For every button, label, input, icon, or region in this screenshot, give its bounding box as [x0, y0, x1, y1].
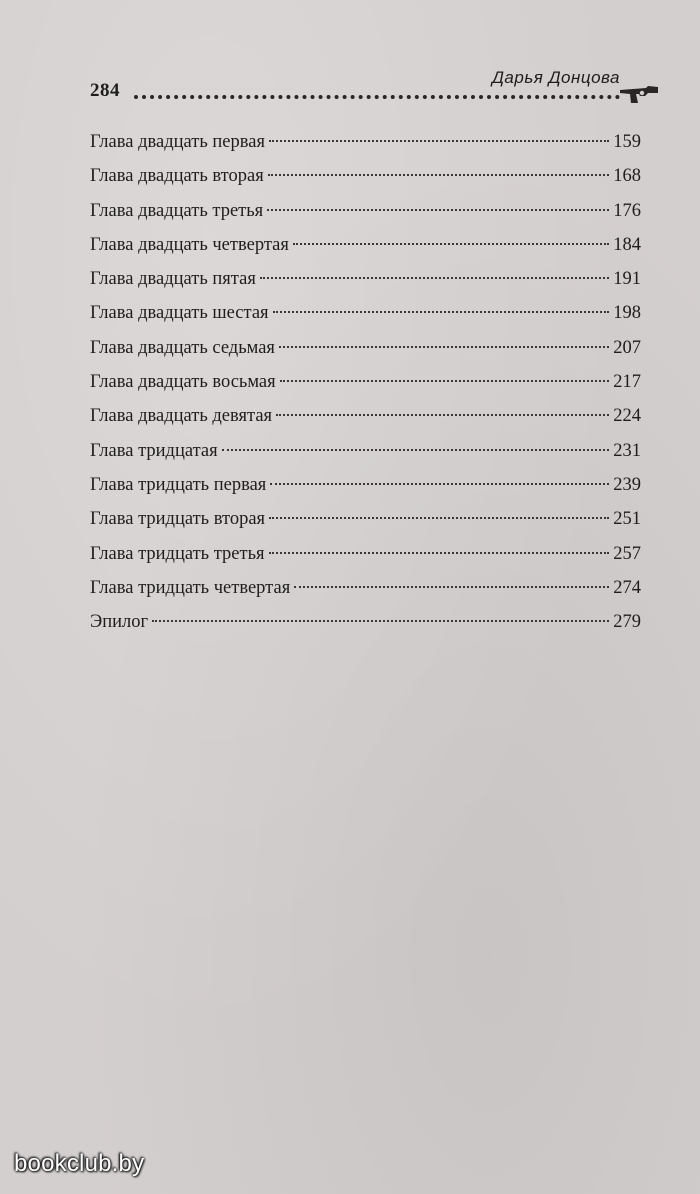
- toc-dot-leader: [269, 140, 609, 142]
- toc-entry-title: Глава двадцать седьмая: [90, 337, 275, 358]
- toc-entry: [90, 434, 641, 468]
- toc-entry-page-number: 274: [613, 577, 641, 598]
- table-of-contents: [90, 125, 641, 639]
- toc-entry-page-number: 224: [613, 406, 641, 427]
- toc-entry-title: Глава двадцать четвертая: [90, 234, 289, 255]
- toc-dot-leader: [222, 449, 610, 451]
- toc-entry-page-number: 168: [613, 166, 641, 187]
- toc-entry-page-number: 257: [613, 543, 641, 564]
- toc-entry-page-number: 159: [613, 132, 641, 152]
- toc-dot-leader: [273, 311, 610, 313]
- toc-entry-page-number: 198: [613, 303, 641, 324]
- toc-entry: [90, 537, 641, 571]
- toc-entry: [90, 194, 641, 228]
- toc-dot-leader: [267, 209, 609, 211]
- toc-dot-leader: [269, 552, 610, 554]
- toc-entry-title: Глава двадцать шестая: [90, 303, 269, 324]
- toc-entry-page-number: 207: [613, 337, 641, 358]
- toc-entry-title: Глава тридцать вторая: [90, 509, 266, 530]
- header-dotted-rule: [134, 95, 620, 99]
- toc-entry-title: Глава тридцать первая: [90, 474, 267, 495]
- toc-dot-leader: [260, 277, 609, 279]
- toc-entry: [90, 125, 641, 159]
- toc-entry-title: Глава двадцать первая: [90, 132, 265, 152]
- page-number: 284: [90, 80, 120, 101]
- toc-entry: [90, 365, 641, 399]
- toc-entry-title: Глава двадцать восьмая: [90, 372, 276, 393]
- toc-entry: [90, 331, 641, 365]
- toc-entry-title: Глава двадцать третья: [90, 200, 264, 221]
- toc-dot-leader: [152, 620, 609, 622]
- toc-entry-page-number: 191: [613, 269, 641, 290]
- toc-dot-leader: [279, 346, 609, 348]
- toc-entry: [90, 296, 641, 330]
- toc-entry-title: Эпилог: [90, 612, 149, 633]
- toc-entry-title: Глава двадцать пятая: [90, 269, 256, 290]
- toc-entry-title: Глава двадцать девятая: [90, 406, 273, 427]
- toc-dot-leader: [293, 243, 609, 245]
- toc-entry-title: Глава двадцать вторая: [90, 166, 264, 187]
- author-name: Дарья Донцова: [491, 68, 620, 87]
- toc-entry-title: Глава тридцать третья: [90, 543, 265, 564]
- toc-entry-page-number: 231: [613, 440, 641, 461]
- toc-entry-page-number: 217: [613, 372, 641, 393]
- toc-entry-page-number: 279: [613, 612, 641, 633]
- toc-entry-page-number: 184: [613, 234, 641, 255]
- toc-entry-page-number: 176: [613, 200, 641, 221]
- toc-entry: [90, 228, 641, 262]
- toc-dot-leader: [269, 517, 609, 519]
- toc-entry: [90, 262, 641, 296]
- watermark: bookclub.by: [14, 1150, 145, 1177]
- toc-dot-leader: [280, 380, 610, 382]
- toc-entry-title: Глава тридцатая: [90, 440, 218, 461]
- toc-entry: [90, 159, 641, 193]
- toc-dot-leader: [294, 586, 609, 588]
- toc-dot-leader: [270, 483, 609, 485]
- toc-entry: [90, 468, 641, 502]
- toc-dot-leader: [268, 174, 610, 176]
- toc-entry: [90, 502, 641, 536]
- revolver-icon: [618, 84, 660, 104]
- toc-entry: [90, 399, 641, 433]
- toc-entry-page-number: 251: [613, 509, 641, 530]
- toc-entry-page-number: 239: [613, 474, 641, 495]
- toc-entry-title: Глава тридцать четвертая: [90, 577, 291, 598]
- toc-entry: [90, 605, 641, 639]
- toc-dot-leader: [276, 414, 609, 416]
- toc-entry: [90, 571, 641, 605]
- running-header: [90, 68, 660, 108]
